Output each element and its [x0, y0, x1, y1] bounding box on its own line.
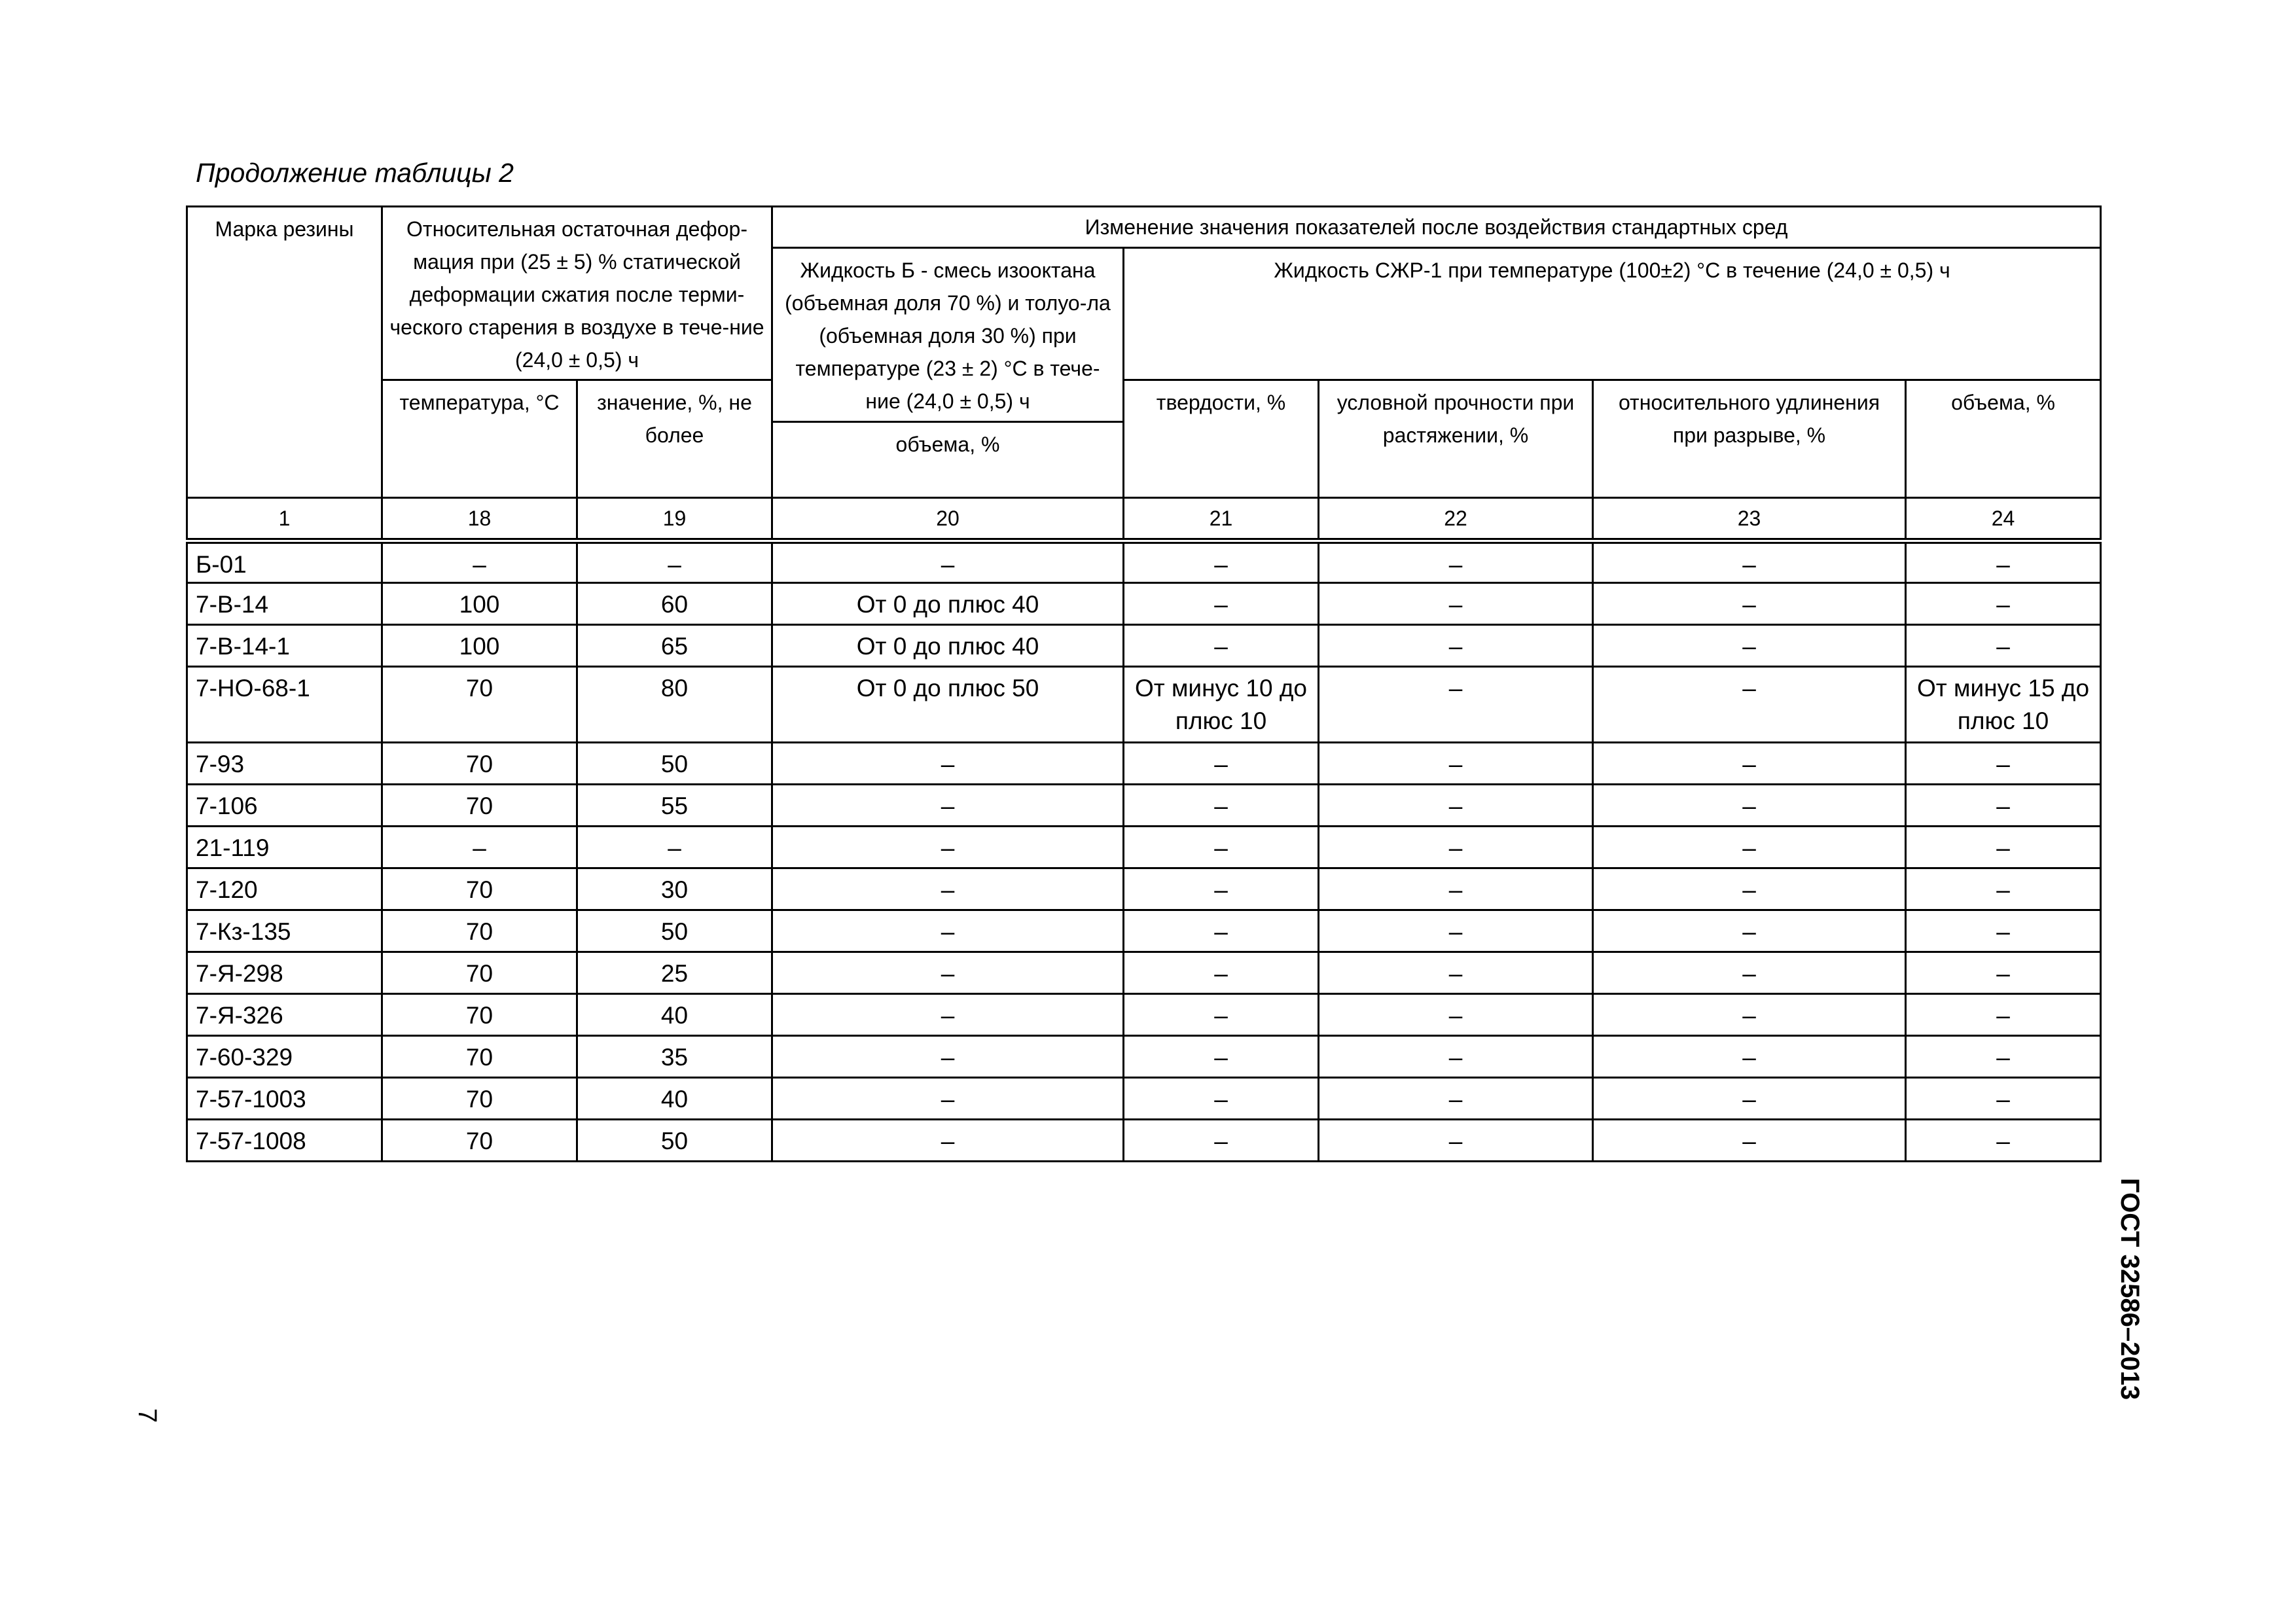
- table-cell: –: [1319, 625, 1593, 667]
- table-cell: От минус 10 до плюс 10: [1124, 667, 1319, 743]
- rubber-mark-cell: 7-Я-326: [187, 994, 382, 1036]
- table-cell: –: [1319, 1120, 1593, 1162]
- table-cell: 70: [382, 1120, 577, 1162]
- rubber-mark-cell: 7-Кз-135: [187, 910, 382, 952]
- table-cell: –: [772, 910, 1124, 952]
- table-cell: –: [1124, 827, 1319, 868]
- table-cell: –: [1593, 583, 1906, 625]
- rubber-mark-cell: 7-120: [187, 868, 382, 910]
- table-cell: –: [1593, 625, 1906, 667]
- table-cell: 65: [577, 625, 772, 667]
- table-row: [187, 868, 2101, 910]
- table-cell: –: [772, 868, 1124, 910]
- table-cell: –: [1906, 583, 2101, 625]
- table-cell: 70: [382, 952, 577, 994]
- table-cell: От 0 до плюс 40: [772, 625, 1124, 667]
- header-value: значение, %, не более: [577, 380, 772, 498]
- table-cell: –: [1906, 1078, 2101, 1120]
- table-cell: –: [1593, 827, 1906, 868]
- table-cell: –: [1124, 868, 1319, 910]
- rubber-mark-cell: Б-01: [187, 541, 382, 583]
- table-cell: 70: [382, 868, 577, 910]
- table-cell: –: [772, 541, 1124, 583]
- table-cell: 50: [577, 1120, 772, 1162]
- column-number: 22: [1319, 498, 1593, 541]
- table-cell: –: [1593, 743, 1906, 785]
- table-cell: От 0 до плюс 50: [772, 667, 1124, 743]
- table-caption: Продолжение таблицы 2: [196, 158, 514, 188]
- table-cell: 70: [382, 743, 577, 785]
- rubber-mark-cell: 7-93: [187, 743, 382, 785]
- header-volume-b: объема, %: [772, 422, 1124, 498]
- table-cell: –: [1319, 952, 1593, 994]
- table-cell: –: [1906, 785, 2101, 827]
- table-cell: –: [1319, 910, 1593, 952]
- standard-designation: ГОСТ 32586–2013: [2115, 1178, 2144, 1400]
- table-cell: –: [382, 827, 577, 868]
- rubber-mark-cell: 7-Я-298: [187, 952, 382, 994]
- table-cell: 60: [577, 583, 772, 625]
- rubber-mark-cell: 7-НО-68-1: [187, 667, 382, 743]
- rubber-mark-cell: 7-106: [187, 785, 382, 827]
- header-strength: условной прочности при растяжении, %: [1319, 380, 1593, 498]
- table-cell: –: [1319, 541, 1593, 583]
- rubber-mark-cell: 7-57-1003: [187, 1078, 382, 1120]
- table-cell: –: [772, 994, 1124, 1036]
- table-cell: 70: [382, 1078, 577, 1120]
- table-cell: –: [577, 541, 772, 583]
- table-cell: –: [1906, 541, 2101, 583]
- page-number: 7: [133, 1408, 162, 1423]
- table-cell: –: [1124, 952, 1319, 994]
- table-cell: –: [1124, 994, 1319, 1036]
- header-change-group: Изменение значения показателей после воздействия стандартных сред: [772, 207, 2101, 248]
- table-cell: –: [1124, 625, 1319, 667]
- table-cell: –: [1124, 910, 1319, 952]
- table-cell: –: [772, 1078, 1124, 1120]
- table-row: [187, 1078, 2101, 1120]
- table-cell: –: [1319, 785, 1593, 827]
- table-cell: 40: [577, 994, 772, 1036]
- column-number: 18: [382, 498, 577, 541]
- table-row: [187, 583, 2101, 625]
- table-cell: –: [1319, 994, 1593, 1036]
- table-cell: 70: [382, 994, 577, 1036]
- column-number: 21: [1124, 498, 1319, 541]
- header-temperature: температура, °С: [382, 380, 577, 498]
- table-row: [187, 625, 2101, 667]
- column-number: 24: [1906, 498, 2101, 541]
- table-cell: –: [1319, 583, 1593, 625]
- table-cell: –: [772, 1120, 1124, 1162]
- table-cell: –: [1906, 994, 2101, 1036]
- rubber-mark-cell: 7-В-14: [187, 583, 382, 625]
- table-cell: –: [772, 785, 1124, 827]
- table-cell: 70: [382, 785, 577, 827]
- table-row: [187, 952, 2101, 994]
- column-number: 20: [772, 498, 1124, 541]
- data-table: [186, 205, 2102, 1162]
- table-cell: –: [577, 827, 772, 868]
- table-cell: –: [1319, 868, 1593, 910]
- table-cell: –: [772, 827, 1124, 868]
- header-hardness: твердости, %: [1124, 380, 1319, 498]
- table-cell: 100: [382, 625, 577, 667]
- table-cell: –: [1124, 541, 1319, 583]
- rubber-mark-cell: 7-60-329: [187, 1036, 382, 1078]
- table-cell: 35: [577, 1036, 772, 1078]
- table-cell: –: [1906, 625, 2101, 667]
- rubber-mark-cell: 21-119: [187, 827, 382, 868]
- rubber-mark-cell: 7-В-14-1: [187, 625, 382, 667]
- table-cell: –: [1593, 994, 1906, 1036]
- table-cell: –: [1906, 1120, 2101, 1162]
- table-cell: –: [1124, 1036, 1319, 1078]
- table-row: [187, 827, 2101, 868]
- table-cell: 50: [577, 743, 772, 785]
- table-cell: –: [1906, 868, 2101, 910]
- header-deformation-group: Относительная остаточная дефор-мация при (25 ± 5) % статической деформации сжатия после терми-ческого старения в воздухе в тече-ние (24,0 ± 0,5) ч: [382, 207, 772, 380]
- header-mark: Марка резины: [187, 207, 382, 498]
- header-volume-szhr: объема, %: [1906, 380, 2101, 498]
- table-cell: –: [1124, 743, 1319, 785]
- table-row: [187, 541, 2101, 583]
- table-row: [187, 1120, 2101, 1162]
- table-cell: 25: [577, 952, 772, 994]
- table-cell: –: [1319, 1078, 1593, 1120]
- table-cell: 100: [382, 583, 577, 625]
- table-cell: –: [1593, 910, 1906, 952]
- rubber-mark-cell: 7-57-1008: [187, 1120, 382, 1162]
- table-cell: 70: [382, 910, 577, 952]
- table-row: [187, 1036, 2101, 1078]
- table-cell: –: [1319, 667, 1593, 743]
- table-cell: –: [1906, 1036, 2101, 1078]
- table-cell: –: [1593, 1120, 1906, 1162]
- table-row: [187, 910, 2101, 952]
- table-cell: От 0 до плюс 40: [772, 583, 1124, 625]
- table-row: [187, 994, 2101, 1036]
- table-cell: –: [1124, 1078, 1319, 1120]
- table-cell: –: [1319, 743, 1593, 785]
- table-cell: 50: [577, 910, 772, 952]
- header-liquid-b: Жидкость Б - смесь изооктана (объемная доля 70 %) и толуо-ла (объемная доля 30 %) при температуре (23 ± 2) °С в тече-ние (24,0 ± 0,5) ч: [772, 248, 1124, 422]
- table-row: [187, 667, 2101, 743]
- table-cell: –: [1593, 1036, 1906, 1078]
- table-cell: 55: [577, 785, 772, 827]
- table-cell: –: [1593, 541, 1906, 583]
- table-cell: –: [1906, 743, 2101, 785]
- column-number: 1: [187, 498, 382, 541]
- table-cell: –: [772, 743, 1124, 785]
- table-cell: –: [382, 541, 577, 583]
- table-cell: –: [1319, 827, 1593, 868]
- table-cell: –: [1906, 910, 2101, 952]
- table-cell: –: [1593, 785, 1906, 827]
- table-cell: –: [1593, 868, 1906, 910]
- table-cell: –: [1593, 952, 1906, 994]
- table-cell: 70: [382, 667, 577, 743]
- column-number: 23: [1593, 498, 1906, 541]
- table-cell: –: [1906, 952, 2101, 994]
- header-liquid-szhr: Жидкость СЖР-1 при температуре (100±2) °С в течение (24,0 ± 0,5) ч: [1124, 248, 2101, 380]
- table-cell: –: [1319, 1036, 1593, 1078]
- table-cell: –: [1906, 827, 2101, 868]
- header-elongation: относительного удлинения при разрыве, %: [1593, 380, 1906, 498]
- table-cell: –: [1593, 1078, 1906, 1120]
- table-row: [187, 785, 2101, 827]
- table-row: [187, 743, 2101, 785]
- column-number: 19: [577, 498, 772, 541]
- table-cell: –: [1593, 667, 1906, 743]
- table-cell: –: [1124, 1120, 1319, 1162]
- column-numbers-row: [187, 498, 2101, 541]
- table-cell: 30: [577, 868, 772, 910]
- table-cell: –: [1124, 785, 1319, 827]
- table-cell: –: [772, 952, 1124, 994]
- table-cell: 80: [577, 667, 772, 743]
- table-cell: От минус 15 до плюс 10: [1906, 667, 2101, 743]
- table-cell: 40: [577, 1078, 772, 1120]
- table-cell: –: [772, 1036, 1124, 1078]
- table-cell: –: [1124, 583, 1319, 625]
- table-cell: 70: [382, 1036, 577, 1078]
